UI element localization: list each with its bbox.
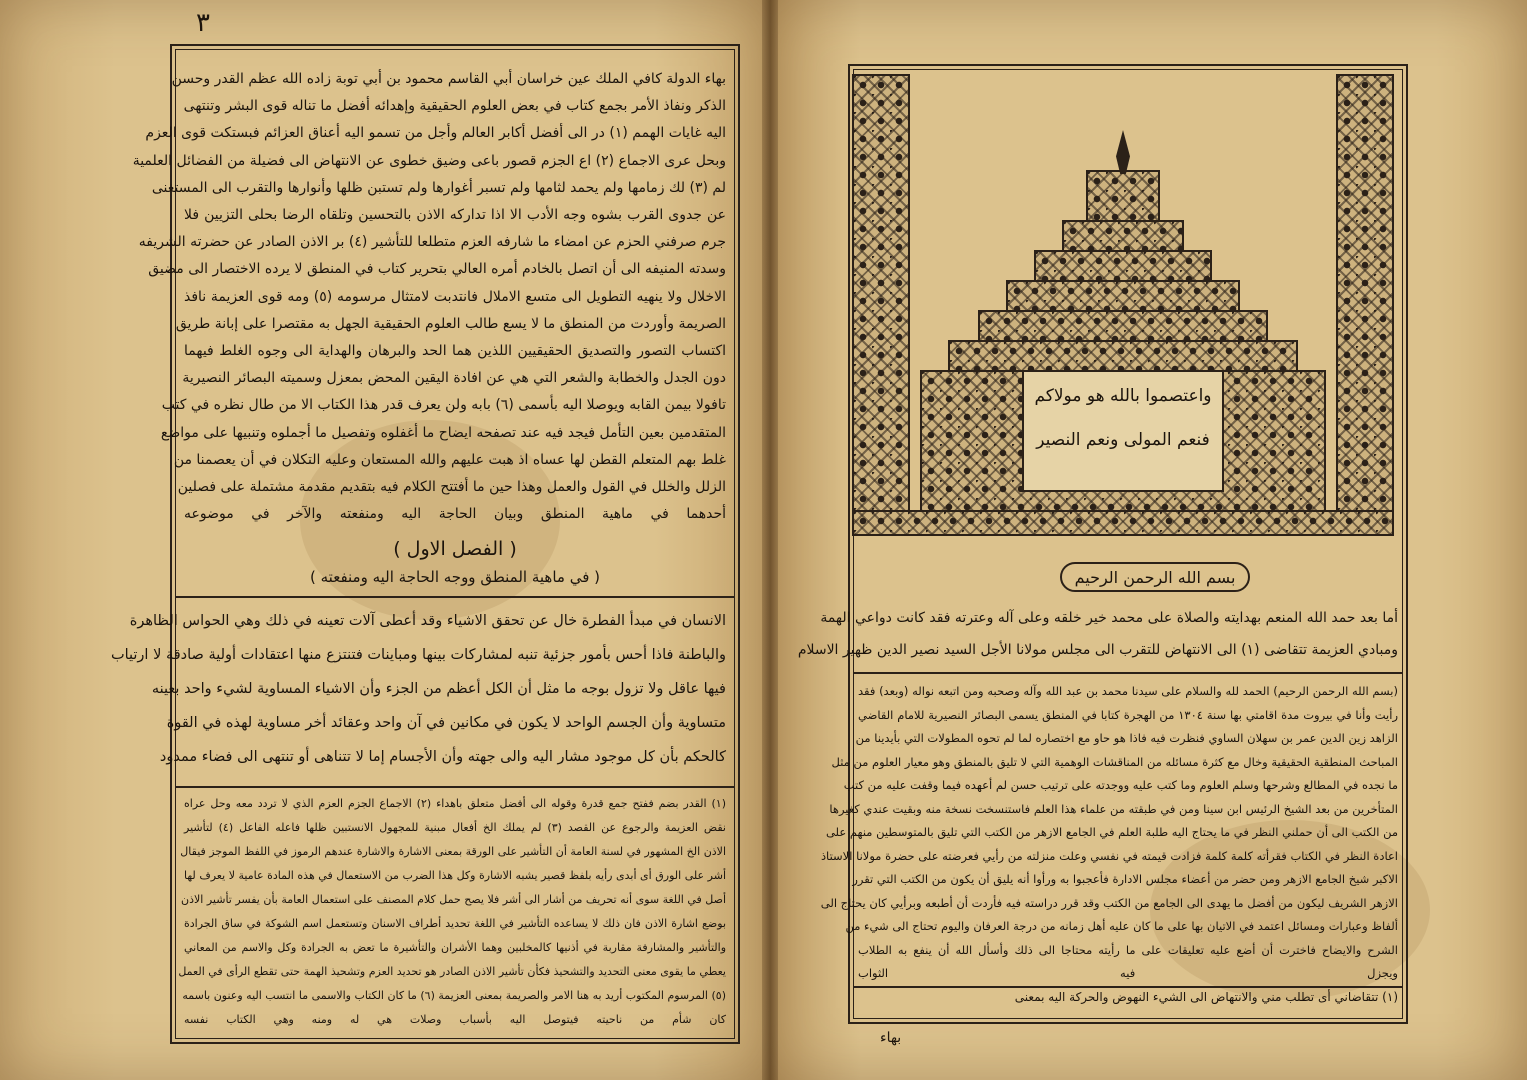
text-line: المباحث المنطقية الحقيقية وخال مع كثرة مسائله من المناقشات الوهمية التي لا تليق بالمنطق وهو معيار العلوم من مثل — [831, 754, 1398, 769]
text-line: ومبادي العزيمة تتقاضى (١) الى الانتهاض للتقرب الى مجلس مولانا الأجل السيد نصير الدين ظهير الاسلام — [797, 642, 1398, 658]
ornament-right-column — [1336, 74, 1394, 514]
quran-cartouche — [1022, 370, 1224, 492]
right-footnote: (١) تتقاضاني أى تطلب مني والانتهاض الى الشيء النهوض والحركة اليه بمعنى — [1014, 990, 1398, 1004]
preface-rule — [854, 672, 1402, 674]
catchword: بهاء — [880, 1030, 902, 1046]
text-line: نقض العزيمة والرجوع عن القصد (٣) لم يملك الخ أفعال مبنية للمجهول الانستبين ظلها فاعله الفاعل (٤) لتأشير — [184, 821, 726, 834]
text-line: من الكتب الى أن حملني النظر في ما يحتاج اليه طلبة العلم في الجامع الازهر من الكتب التي تليق بالمتوسطين منهم على — [825, 825, 1398, 839]
text-line: اليه غايات الهمم (١) در الى أفضل أكابر العالم وأجل من تسمو اليه أعناق العزائم فبستكت قوى العزم — [145, 125, 726, 142]
book-gutter — [762, 0, 778, 1080]
text-line: الانسان في مبدأ الفطرة خال عن تحقق الاشياء وقد أعطى آلات تعينه في ذلك وهي الحواس الظاهرة — [129, 613, 726, 629]
text-line: تافولا بيمن القابه ويوصلا اليه بأسمى (٦) بابه ولن يعرف قدر هذا الكتاب الا من طال نظره في كتب — [161, 397, 726, 414]
text-line: أما بعد حمد الله المنعم بهدايته والصلاة على محمد خير خلقه وعلى آله وعترته فقد كانت دواعي الهمة — [820, 610, 1398, 626]
text-line: رأيت وأنا في بيروت مدة اقامتي بها سنة ١٣٠٤ من الهجرة كتابا في المنطق يسمى البصائر النصيرية للامام القاضي — [858, 707, 1399, 722]
text-line: ألفاظ وعبارات ومسائل اعتمد في الاتيان بها على ما كان عليه أهل زمانه من درجة العرفان واليوم تحتاج الى شيء من — [845, 919, 1398, 933]
text-line: الذكر ونفاذ الأمر بجمع كتاب في بعض العلوم الحقيقية وإهدائه أفضل ما تناله قوى البشر وتنتهى — [183, 98, 726, 115]
footnote-rule — [854, 986, 1402, 988]
text-line: ما نجده في المطالع وشرحها وسلم العلوم وما كتب عليه ووجدته على ترتيب حسن لم أعهده فيما وقفت عليه من كتب — [843, 778, 1398, 792]
text-line: بهاء الدولة كافي الملك عين خراسان أبي القاسم محمود بن أبي توبة زاده الله عظم القدر وحسن — [171, 71, 726, 87]
text-line: يعطي ما يقوى معنى التحديد والتشحيذ فكأن تأشير الاذن الصادر هو تحديد العزم وتشحيذ الهمة حتى تقطع الرأى في العمل — [178, 965, 726, 978]
text-line: (٥) المرسوم المكتوب أريد به هنا الامر والصريمة بمعنى العزيمة (٦) ما كان الكتاب والاسمى ما انتسب اليه وعنون باسمه — [182, 989, 726, 1002]
ornament-finial — [1116, 130, 1130, 174]
text-line: أصل في اللغة سوى أنه تحريف من أشار الى أشر فلا يصح حمل كلام المصنف على استعمال العامة بأن يفسر تأشير الاذن — [181, 893, 726, 906]
text-line: دون الجدل والخطابة والشعر التي هي عن افادة اليقين المحض بمعزل وسميته البصائر النصيرية — [182, 370, 726, 387]
text-line: أحدهما في ماهية المنطق وبيان الحاجة اليه ومنفعته والآخر في موضوعه — [184, 506, 726, 523]
text-line: الزلل والخلل في القول والعمل وهذا حين ما أفتتح الكلام فيه بتقديم مقدمة مشتملة على فصلين — [177, 479, 726, 495]
text-line: (بسم الله الرحمن الرحيم) الحمد لله والسلام على سيدنا محمد بن عبد الله وآله وصحبه ومن اتبعه نواله (وبعد) فقد — [858, 684, 1398, 698]
text-line: الاذن الخ المشهور في لسنة العامة أن التأشير على الورقة بمعنى الاشارة والاشارة عندهم الرموز في اللفظ الموجز فيقال — [180, 845, 726, 858]
ornament-left-column — [852, 74, 910, 514]
footnote-rule — [176, 786, 734, 788]
text-line: وبحل عرى الاجماع (٢) اع الجزم قصور باعى وضيق خطوى عن الانتهاض الى فضيلة من الفضائل العلمية — [132, 152, 726, 169]
text-line: الازهر الشريف ليكون من أفضل ما يهدى الى الجامع من الكتب وقد قرر دراسته فيه فأردت أن أطبعه وبرأيي كان يحتاج الى — [820, 895, 1398, 910]
text-line: الشرح والايضاح فاخترت أن أضع عليه تعليقات على ما رأيته محتاجا الى ذلك وأسأل الله أن ينفع به الطلاب — [858, 942, 1398, 957]
text-line: جرم صرفني الحزم عن امضاء ما شارفه العزم متطلعا للتأشير (٤) بر الاذن الصادر عن حضرته الشريفه — [138, 234, 726, 251]
cartouche-line-2: فنعم المولى ونعم النصير — [1036, 430, 1210, 450]
text-line: لم (٣) لك زمامها ولم يحمد لثامها ولم تسبر أغوارها ولم تستبن ظلها وأنوارها والتقرب الى المستغنى — [151, 179, 726, 196]
text-line: والباطنة فاذا أحس بأمور جزئية تنبه لمشاركات بينها ومباينات فتنتزع منها اعتقادات أولية صادقة لا ارتياب — [110, 647, 726, 663]
text-line: وسدته المنيفه الى أن اتصل بالخادم أمره العالي بتحرير كتاب في المنطق لا يرده الاختصار الى مضيق — [148, 261, 726, 278]
cartouche-line-1: واعتصموا بالله هو مولاكم — [1034, 386, 1212, 406]
text-line: الاكبر شيخ الجامع الازهر ومن حضر من أعضاء مجلس الادارة فأعجبوا به ورأوا أنه يليق أن يكون من الكتب التي تقرر — [852, 872, 1398, 886]
text-line: كان شأم من ناحيته فيتوصل اليه بأسباب وصلات هي له ومنه وهي الكتاب نفسه — [184, 1013, 726, 1026]
basmala-cartouche: بسم الله الرحمن الرحيم — [1060, 562, 1250, 592]
text-line: اكتساب التصور والتصديق الحقيقيين اللذين هما الحد والبرهان والهداية الى وجوه الغلط فيهما — [184, 343, 726, 359]
text-line: بوضع اشارة الاذن فان ذلك لا يساعده التأشير في اللغة تحديد أطراف الاسنان وتستعمل اسم الشوكة في ساق الجرادة — [184, 917, 726, 930]
text-line: (١) القدر بضم ففتح جمع قدرة وقوله الى أفضل متعلق باهداء (٢) الاجماع الجزم العزم الذي لا تردد معه وحل عراه — [184, 797, 726, 810]
text-line: الصريمة وأوردت من المنطق ما لا يسع طالب العلوم الحقيقية الجهل به مقتصرا على إبانة طريق — [175, 315, 726, 332]
text-line: أشر على الورق أى أبدى رأيه بلفظ قصير يشبه الاشارة وكل هذا الضرب من الاستعمال في هذه المادة عامية لا يعرف لها — [184, 869, 726, 882]
section-subtitle: ( في ماهية المنطق ووجه الحاجة اليه ومنفعته ) — [310, 568, 600, 586]
section-rule — [176, 596, 734, 598]
text-line: كالحكم بأن كل موجود مشار اليه والى جهته وأن الأجسام إما لا تتناهى أو تنتهى الى فضاء ممدود — [159, 749, 726, 765]
page-number: ٣ — [196, 8, 210, 38]
text-line: الاخلال ولا ينهيه التطويل الى متسع الاملال فانتدبت لامتثال مرسومه (٥) ومه قوى العزيمة نافذ — [184, 288, 727, 305]
text-line: متساوية وأن الجسم الواحد لا يكون في مكانين في آن واحد وعقائد أخر مساوية لهذه في القوة — [166, 715, 726, 731]
text-line: اعادة النظر في الكتاب فقرأته كلمة كلمة فزادت قيمته في نفسي وعلت منزلته من رأيي فعرضته على حضرة مولانا الاستاذ — [820, 848, 1398, 863]
text-line: عن جدوى القرب بشوه وجه الأدب الا اذا تداركه الاذن بالتحسين وتلقاه الرضا بحلى التزيين فلا — [184, 207, 726, 223]
text-line: المتأخرين من بعد الشيخ الرئيس ابن سينا ومن في طبقته من علماء هذا العلم فاستنسخت نسخة منه وبقيت عندي كغيرها — [829, 801, 1398, 816]
section-title: ( الفصل الاول ) — [393, 538, 517, 560]
text-line: المتقدمين بعين التأمل فيجد فيه عند تصفحه ايضاح ما أغفلوه وتفصيل ما أجملوه وتنبيها على مواضع — [160, 424, 726, 441]
text-line: والتأشير والمشارفة مقاربة في أذنيها كالمخلبين وهما الأشران والتأشيرة ما تعض به الجرادة وكل والاسم من المعاني — [184, 941, 726, 954]
text-line: ويجزل فيه الثواب — [858, 966, 1398, 980]
text-line: الزاهد زين الدين عمر بن سهلان الساوي فنظرت فيه فاذا هو حاو مع اختصاره لما لم تحوه المطولات التي بأيدينا من — [855, 731, 1398, 745]
text-line: غلط بهم المتعلم القطن لها عساه اذ هبت عليهم والله المستعان وعليه التكلان في أن يعصمنا من — [173, 451, 726, 468]
ornament-band — [852, 510, 1394, 536]
text-line: فيها عاقل ولا تزول بوجه ما مثل أن الكل أعظم من الجزء وأن الاشياء المساوية لشيء واحد بعينه — [151, 681, 726, 697]
